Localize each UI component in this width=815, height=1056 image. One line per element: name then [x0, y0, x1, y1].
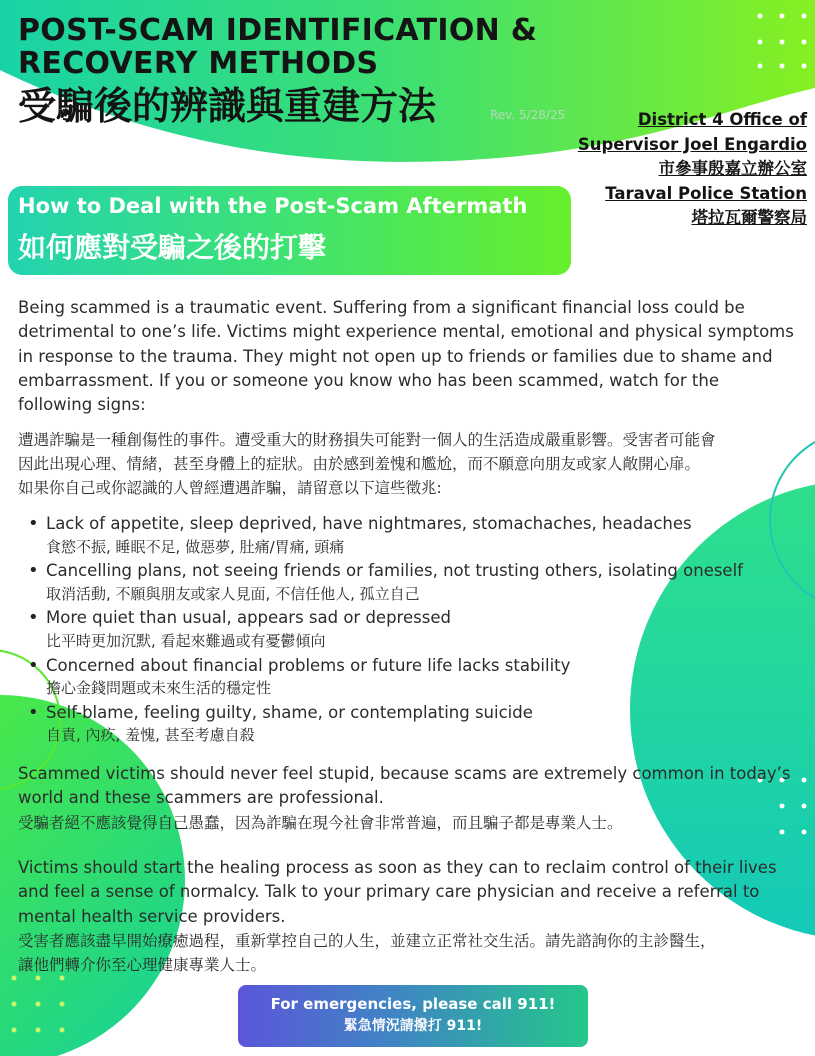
emergency-en: For emergencies, please call 911! — [270, 995, 556, 1013]
sign-zh: 比平時更加沉默, 看起來難過或有憂鬱傾向 — [46, 631, 326, 650]
note-zh: 受騙者絕不應該覺得自己愚蠢，因為詐騙在現今社會非常普遍，而且騙子都是專業人士。 — [18, 813, 623, 832]
page-title-en — [18, 14, 618, 80]
intro-zh-line: 如果你自己或你認識的人曾經遭遇詐騙，請留意以下這些徵兆: — [18, 479, 442, 497]
sign-zh: 取消活動, 不願與朋友或家人見面, 不信任他人, 孤立自己 — [46, 584, 420, 603]
sign-en: • More quiet than usual, appears sad or depressed — [46, 608, 451, 628]
callout-heading-en: How to Deal with the Post-Scam Aftermath — [18, 194, 528, 218]
list-item — [28, 606, 808, 653]
office-line-2[interactable]: Supervisor Joel Engardio — [577, 134, 807, 154]
revision-date: Rev. 5/28/25 — [490, 108, 566, 122]
title-line-2: RECOVERY METHODS — [18, 46, 379, 81]
emergency-banner — [238, 985, 588, 1047]
sign-zh: 食慾不振, 睡眠不足, 做惡夢, 肚痛/胃痛, 頭痛 — [46, 537, 345, 556]
sign-en: • Concerned about financial problems or future life lacks stability — [46, 655, 571, 675]
office-line-1[interactable]: District 4 Office of — [637, 110, 807, 129]
list-item — [28, 559, 808, 606]
title-line-1: POST-SCAM IDENTIFICATION & — [18, 13, 538, 48]
office-line-3[interactable]: 市參事殷嘉立辦公室 — [658, 159, 807, 178]
emergency-zh: 緊急情況請撥打 911! — [343, 1018, 483, 1034]
signs-list — [28, 512, 808, 748]
note-paragraph — [18, 762, 798, 835]
list-item — [28, 512, 808, 559]
sign-en: • Cancelling plans, not seeing friends or families, not trusting others, isolating oneself — [46, 561, 743, 581]
note-en: Scammed victims should never feel stupid, because scams are extremely common in today’s world and these scammers are professional. — [18, 764, 791, 808]
office-line-5[interactable]: 塔拉瓦爾警察局 — [691, 208, 807, 227]
page-title-zh: 受騙後的辨識與重建方法 — [18, 84, 437, 128]
sign-zh: 擔心金錢問題或未來生活的穩定性 — [46, 679, 272, 698]
intro-zh-line: 因此出現心理、情緒，甚至身體上的症狀。由於感到羞愧和尷尬，而不願意向朋友或家人敞開心扉。 — [18, 455, 701, 473]
office-info — [547, 108, 807, 231]
healing-paragraph — [18, 856, 798, 977]
callout-heading-zh: 如何應對受騙之後的打擊 — [18, 231, 327, 264]
sign-en: • Lack of appetite, sleep deprived, have nightmares, stomachaches, headaches — [46, 514, 692, 533]
office-line-4[interactable]: Taraval Police Station — [605, 183, 807, 203]
list-item — [28, 654, 808, 701]
healing-zh-line: 受害者應該盡早開始療癒過程，重新掌控自己的人生，並建立正常社交生活。請先諮詢你的主診醫生， — [18, 931, 716, 950]
sign-zh: 自責, 內疚, 羞愧, 甚至考慮自殺 — [46, 726, 255, 745]
intro-zh-line: 遭遇詐騙是一種創傷性的事件。遭受重大的財務損失可能對一個人的生活造成嚴重影響。受害者可能會 — [18, 431, 716, 449]
intro-paragraph-en: Being scammed is a traumatic event. Suffering from a significant financial loss could be detrimental to one’s life. Victims might experience mental, emotional and physical symptoms in response to the trauma. They might not open up to friends or families due to shame and embarrassment. If you or someone you know who has been scammed, watch for the following signs: — [18, 298, 794, 415]
sign-en: • Self-blame, feeling guilty, shame, or contemplating suicide — [46, 702, 533, 722]
section-callout — [8, 186, 571, 275]
list-item — [28, 701, 808, 748]
intro-paragraph-zh — [18, 428, 798, 500]
healing-zh-line: 讓他們轉介你至心理健康專業人士。 — [18, 956, 267, 975]
healing-en: Victims should start the healing process as soon as they can to reclaim control of their lives and feel a sense of normalcy. Talk to your primary care physician and receive a referral to mental health service providers. — [18, 858, 777, 926]
